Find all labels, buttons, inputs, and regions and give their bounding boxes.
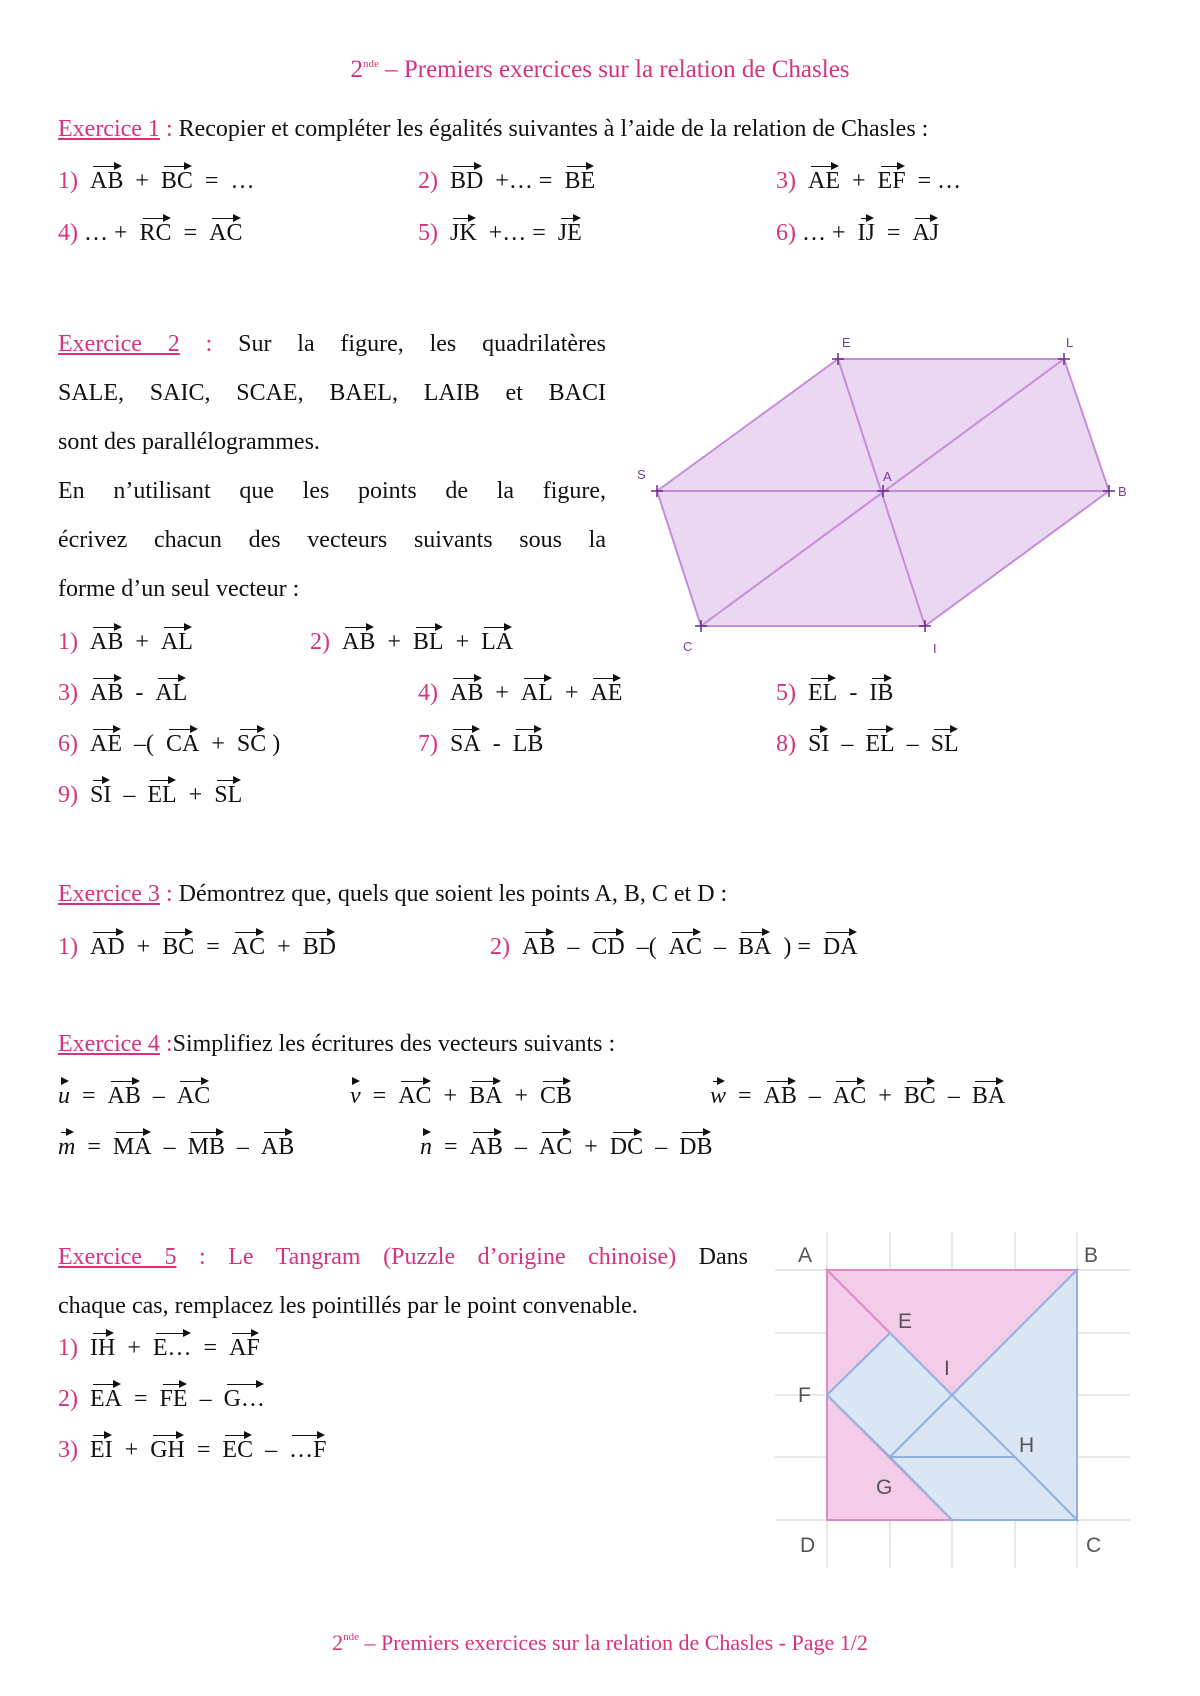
ex2-item-3: 3) AB - AL [58,680,188,706]
exercise-3-heading: Exercice 3 : Démontrez que, quels que soient les points A, B, C et D : [58,881,728,907]
label-I: I [944,1357,950,1380]
page-footer: 2nde – Premiers exercices sur la relation de Chasles - Page 1/2 [332,1630,868,1655]
page-title: 2nde – Premiers exercices sur la relation de Chasles [350,56,850,83]
exercise-4-heading: Exercice 4 :Simplifiez les écritures des vecteurs suivants : [58,1031,616,1057]
exercise-2-text: Exercice 2 : Sur la figure, les quadrilatères SALE, SAIC, SCAE, BAEL, LAIB et BACI sont des parallélogrammes. En n’utilisant que les points de la figure, écrivez chacun des vecteurs suivants sous la forme d’un seul vecteur : [58,331,607,602]
ex4-vector-m: m = MA – MB – AB [58,1134,295,1160]
ex2-item-9: 9) SI – EL + SL [58,782,243,808]
label-L: L [1066,335,1074,350]
label-G: G [876,1476,893,1499]
label-I: I [933,641,937,655]
parallelogram-figure [630,325,1150,655]
exercise-5-text: Exercice 5 : Le Tangram (Puzzle d’origine chinoise) Dans chaque cas, remplacez les pointillés par le point convenable. [58,1244,748,1319]
ex2-item-6: 6) AE –( CA + SC ) [58,731,281,757]
ex1-item-6: 6) … + IJ = AJ [776,220,940,246]
label-D: D [800,1534,816,1557]
ex2-item-5: 5) EL - IB [776,680,894,706]
label-F: F [798,1384,811,1407]
ex1-item-3: 3) AE + EF = … [776,168,962,194]
tangram-figure [770,1230,1140,1570]
ex2-item-4: 4) AB + AL + AE [418,680,623,706]
label-C: C [683,639,693,654]
ex3-item-2: 2) AB – CD –( AC – BA ) = DA [490,934,858,960]
ex4-vector-v: v = AC + BA + CB [350,1083,572,1109]
ex1-item-2: 2) BD +… = BE [418,168,596,194]
ex2-item-1: 1) AB + AL [58,629,193,655]
label-H: H [1019,1434,1035,1457]
ex1-item-1: 1) AB + BC = … [58,168,255,194]
ex2-item-2: 2) AB + BL + LA [310,629,514,655]
ex5-item-1: 1) IH + E… = AF [58,1335,260,1361]
ex2-item-7: 7) SA - LB [418,731,544,757]
label-E: E [898,1310,913,1333]
label-B: B [1118,484,1127,499]
ex4-vector-n: n = AB – AC + DC – DB [420,1134,713,1160]
label-S: S [637,467,646,482]
ex5-item-3: 3) EI + GH = EC – …F [58,1437,327,1463]
label-A: A [883,469,892,484]
ex4-vector-w: w = AB – AC + BC – BA [710,1083,1006,1109]
ex5-item-2: 2) EA = FE – G… [58,1386,265,1412]
label-E: E [842,335,851,350]
label-A: A [798,1244,813,1267]
label-C: C [1086,1534,1102,1557]
ex3-item-1: 1) AD + BC = AC + BD [58,934,337,960]
label-B: B [1084,1244,1099,1267]
exercise-1-heading: Exercice 1 : Recopier et compléter les égalités suivantes à l’aide de la relation de Chasles : [58,116,929,142]
ex4-vector-u: u = AB – AC [58,1083,211,1109]
ex2-item-8: 8) SI – EL – SL [776,731,959,757]
ex1-item-4: 4) … + RC = AC [58,220,243,246]
ex1-item-5: 5) JK +… = JE [418,220,582,246]
